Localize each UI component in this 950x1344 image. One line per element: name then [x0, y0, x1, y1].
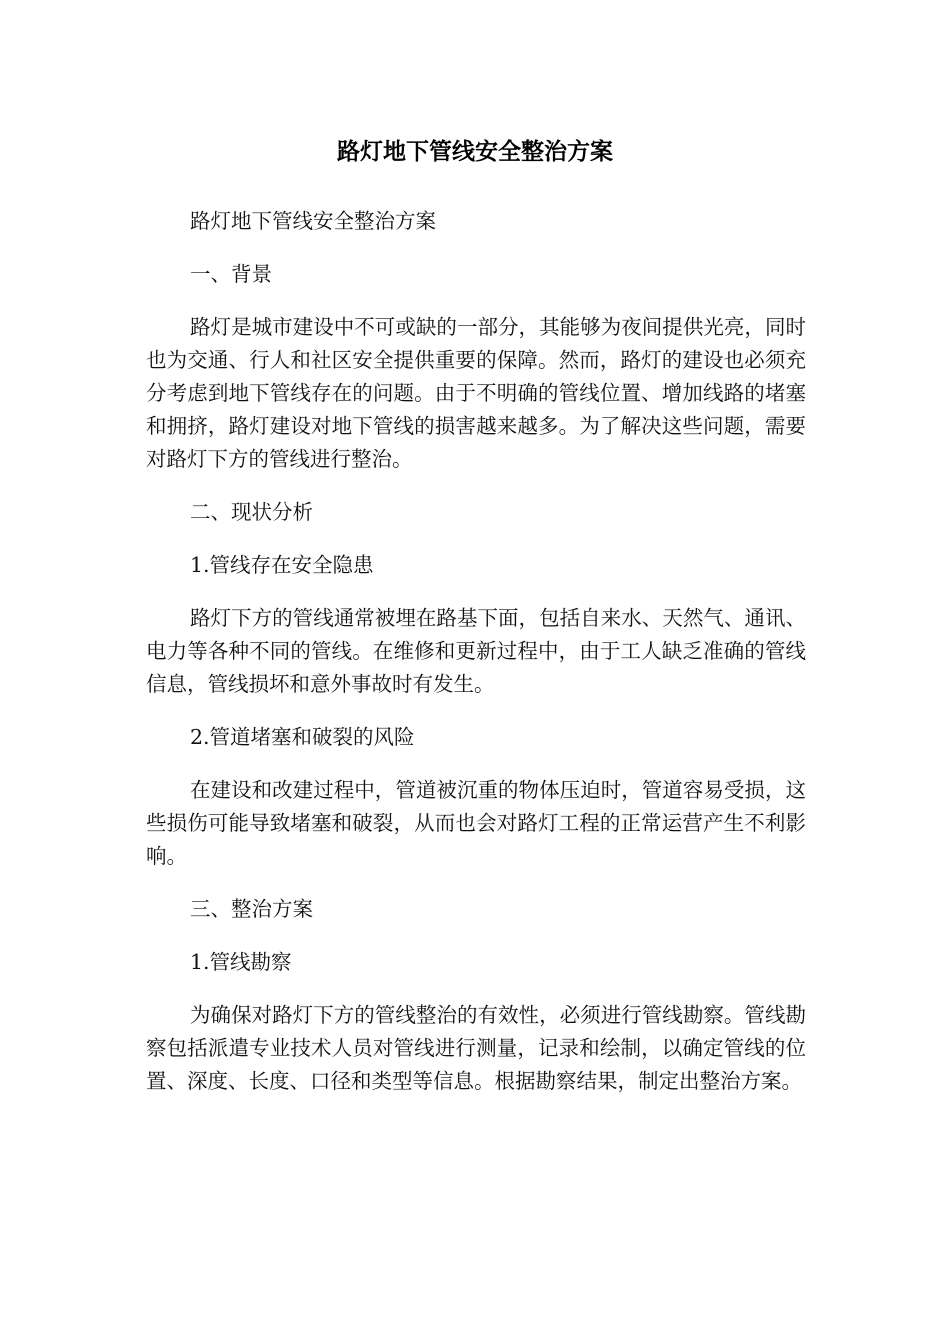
pipeline-hazard-paragraph: 路灯下方的管线通常被埋在路基下面，包括自来水、天然气、通讯、电力等各种不同的管线。在维修和更新过程中，由于工人缺乏准确的管线信息，管线损坏和意外事故时有发生。: [146, 606, 806, 696]
subheading-pipeline-hazard: 1.管线存在安全隐患: [190, 553, 374, 577]
section-heading-remediation-plan: 三、整治方案: [190, 897, 313, 921]
subheading-pipe-blockage-risk: 2.管道堵塞和破裂的风险: [190, 725, 415, 749]
section-heading-background: 一、背景: [190, 262, 272, 286]
subtitle-paragraph: 路灯地下管线安全整治方案: [190, 209, 436, 233]
document-title: 路灯地下管线安全整治方案: [337, 139, 613, 165]
section-heading-status-analysis: 二、现状分析: [190, 500, 313, 524]
document-body: [146, 205, 806, 1118]
pipe-blockage-paragraph: 在建设和改建过程中，管道被沉重的物体压迫时，管道容易受损，这些损伤可能导致堵塞和破裂，从而也会对路灯工程的正常运营产生不利影响。: [146, 778, 806, 868]
pipeline-survey-paragraph: 为确保对路灯下方的管线整治的有效性，必须进行管线勘察。管线勘察包括派遣专业技术人员对管线进行测量，记录和绘制，以确定管线的位置、深度、长度、口径和类型等信息。根据勘察结果，制定出整治方案。: [146, 1003, 806, 1093]
subheading-pipeline-survey: 1.管线勘察: [190, 950, 292, 974]
background-paragraph: 路灯是城市建设中不可或缺的一部分，其能够为夜间提供光亮，同时也为交通、行人和社区安全提供重要的保障。然而，路灯的建设也必须充分考虑到地下管线存在的问题。由于不明确的管线位置、增加线路的堵塞和拥挤，路灯建设对地下管线的损害越来越多。为了解决这些问题，需要对路灯下方的管线进行整治。: [146, 315, 806, 471]
